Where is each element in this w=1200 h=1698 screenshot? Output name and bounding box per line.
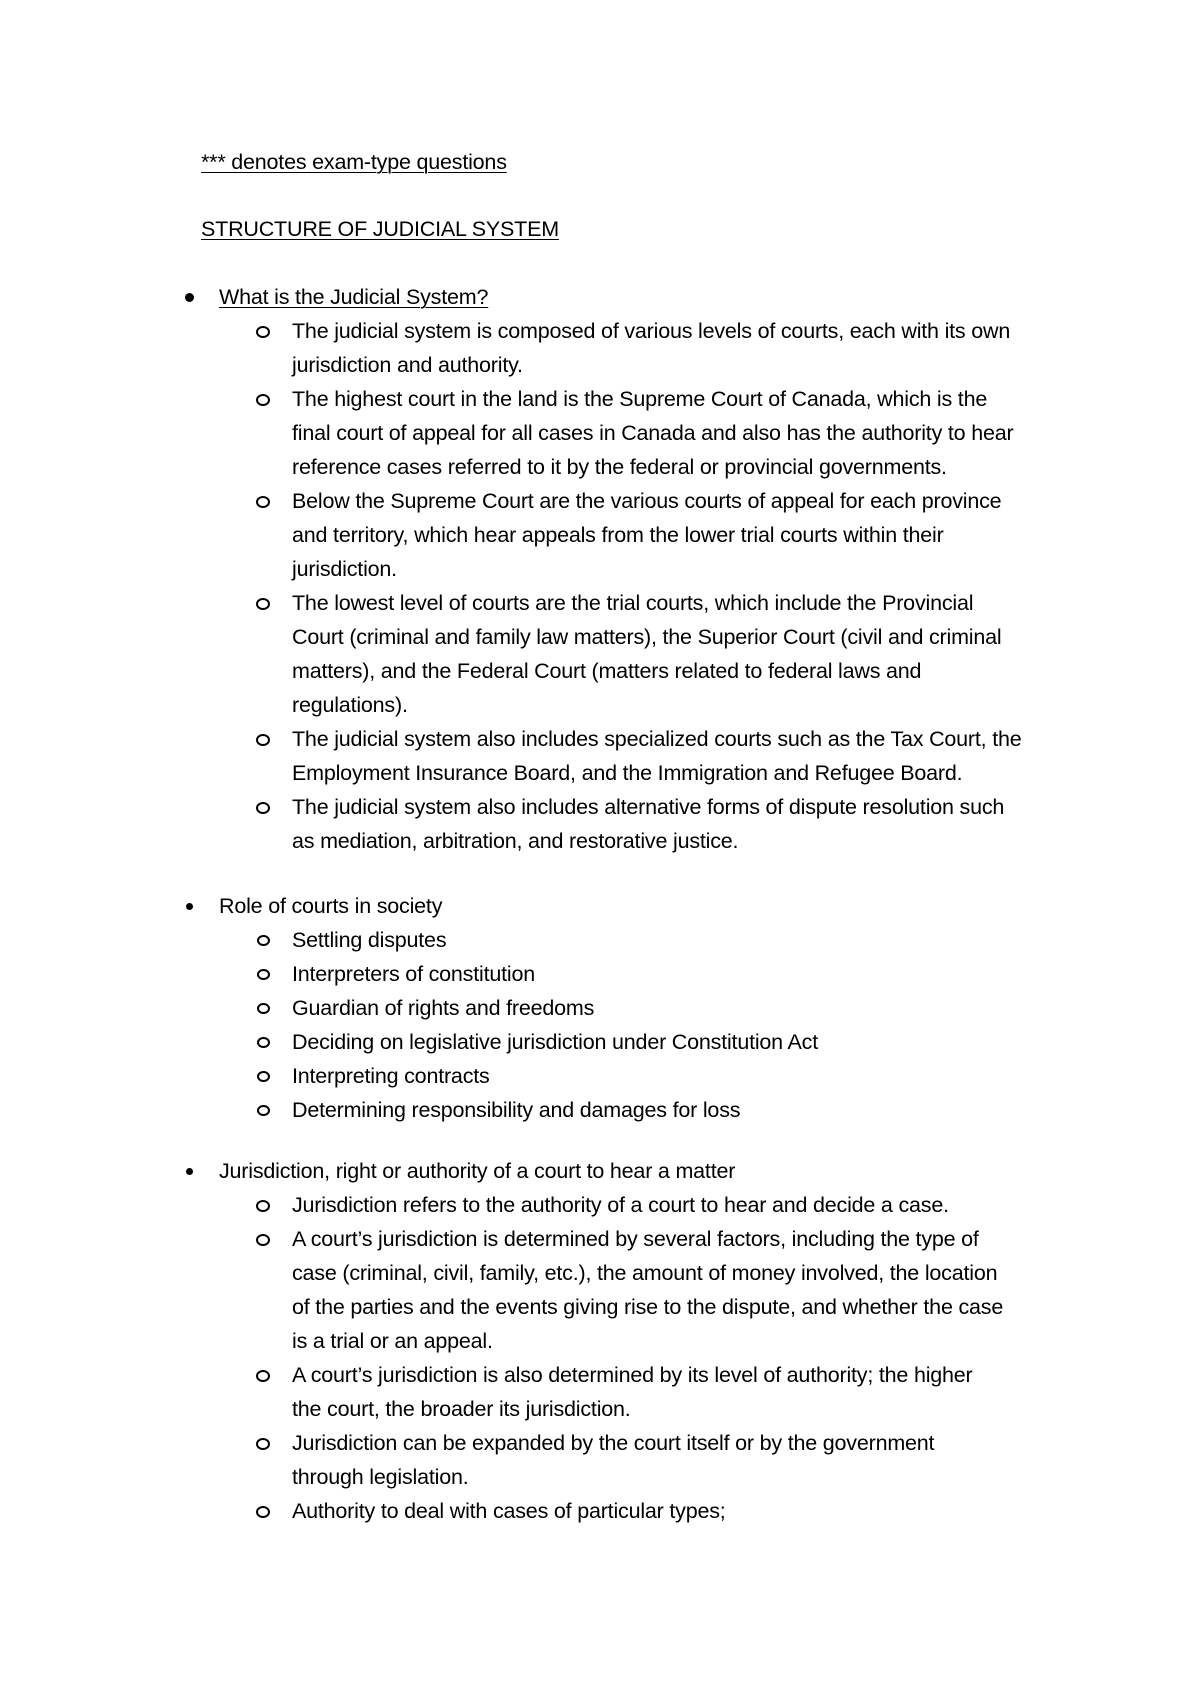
- list-item-line: A court’s jurisdiction is determined by several factors, including the type of: [292, 1227, 979, 1251]
- list-item-line: and territory, which hear appeals from the lower trial courts within their: [292, 523, 944, 547]
- list-item-line: Deciding on legislative jurisdiction under Constitution Act: [292, 1030, 818, 1054]
- section-heading: STRUCTURE OF JUDICIAL SYSTEM: [201, 217, 559, 241]
- list-item-line: The lowest level of courts are the trial courts, which include the Provincial: [292, 591, 974, 615]
- list-item-line: the court, the broader its jurisdiction.: [292, 1397, 631, 1421]
- bullet-icon: [186, 1168, 193, 1175]
- list-item-line: Authority to deal with cases of particular types;: [292, 1499, 726, 1523]
- list-item-line: Determining responsibility and damages for loss: [292, 1098, 741, 1122]
- list-item-line: Guardian of rights and freedoms: [292, 996, 595, 1020]
- list-item-line: Employment Insurance Board, and the Immigration and Refugee Board.: [292, 761, 963, 785]
- sub-bullet-icon: [257, 1037, 270, 1048]
- list-item-line: A court’s jurisdiction is also determined by its level of authority; the higher: [292, 1363, 973, 1387]
- list-item-line: through legislation.: [292, 1465, 469, 1489]
- list-item-line: Jurisdiction can be expanded by the court itself or by the government: [292, 1431, 935, 1455]
- sub-bullet-icon: [256, 1370, 270, 1382]
- list-item-line: Court (criminal and family law matters), the Superior Court (civil and criminal: [292, 625, 1002, 649]
- list-item-line: The highest court in the land is the Supreme Court of Canada, which is the: [292, 387, 988, 411]
- sub-bullet-icon: [256, 734, 270, 746]
- list-item-line: The judicial system also includes alternative forms of dispute resolution such: [292, 795, 1005, 819]
- list-item-line: Interpreters of constitution: [292, 962, 535, 986]
- list-item-line: as mediation, arbitration, and restorative justice.: [292, 829, 739, 853]
- list-item-line: Below the Supreme Court are the various courts of appeal for each province: [292, 489, 1002, 513]
- sub-bullet-icon: [257, 1071, 270, 1082]
- sub-bullet-icon: [256, 598, 270, 610]
- list-item-line: Settling disputes: [292, 928, 447, 952]
- bullet-icon: [185, 293, 194, 302]
- list-item-line: The judicial system also includes specialized courts such as the Tax Court, the: [292, 727, 1022, 751]
- section-title: What is the Judicial System?: [219, 285, 489, 309]
- sub-bullet-icon: [256, 1438, 270, 1450]
- section-title: Jurisdiction, right or authority of a court to hear a matter: [219, 1159, 736, 1183]
- sub-bullet-icon: [257, 1003, 270, 1014]
- list-item-line: jurisdiction.: [292, 557, 397, 581]
- sub-bullet-icon: [256, 394, 270, 406]
- list-item-line: jurisdiction and authority.: [292, 353, 523, 377]
- sub-bullet-icon: [257, 935, 270, 946]
- sub-bullet-icon: [257, 1105, 270, 1116]
- list-item-line: The judicial system is composed of various levels of courts, each with its own: [292, 319, 1011, 343]
- sub-bullet-icon: [256, 326, 270, 338]
- list-item-line: Interpreting contracts: [292, 1064, 490, 1088]
- list-item-line: of the parties and the events giving rise to the dispute, and whether the case: [292, 1295, 1004, 1319]
- sub-bullet-icon: [257, 969, 270, 980]
- sub-bullet-icon: [256, 1200, 270, 1212]
- list-item-line: final court of appeal for all cases in Canada and also has the authority to hear: [292, 421, 1014, 445]
- list-item-line: regulations).: [292, 693, 408, 717]
- sub-bullet-icon: [256, 1234, 270, 1246]
- bullet-icon: [186, 903, 193, 910]
- list-item-line: case (criminal, civil, family, etc.), the amount of money involved, the location: [292, 1261, 998, 1285]
- section-title: Role of courts in society: [219, 894, 443, 918]
- sub-bullet-icon: [256, 802, 270, 814]
- sub-bullet-icon: [256, 1506, 270, 1518]
- list-item-line: Jurisdiction refers to the authority of a court to hear and decide a case.: [292, 1193, 949, 1217]
- list-item-line: reference cases referred to it by the federal or provincial governments.: [292, 455, 947, 479]
- list-item-line: is a trial or an appeal.: [292, 1329, 493, 1353]
- list-item-line: matters), and the Federal Court (matters related to federal laws and: [292, 659, 922, 683]
- sub-bullet-icon: [256, 496, 270, 508]
- exam-note: *** denotes exam-type questions: [201, 150, 507, 174]
